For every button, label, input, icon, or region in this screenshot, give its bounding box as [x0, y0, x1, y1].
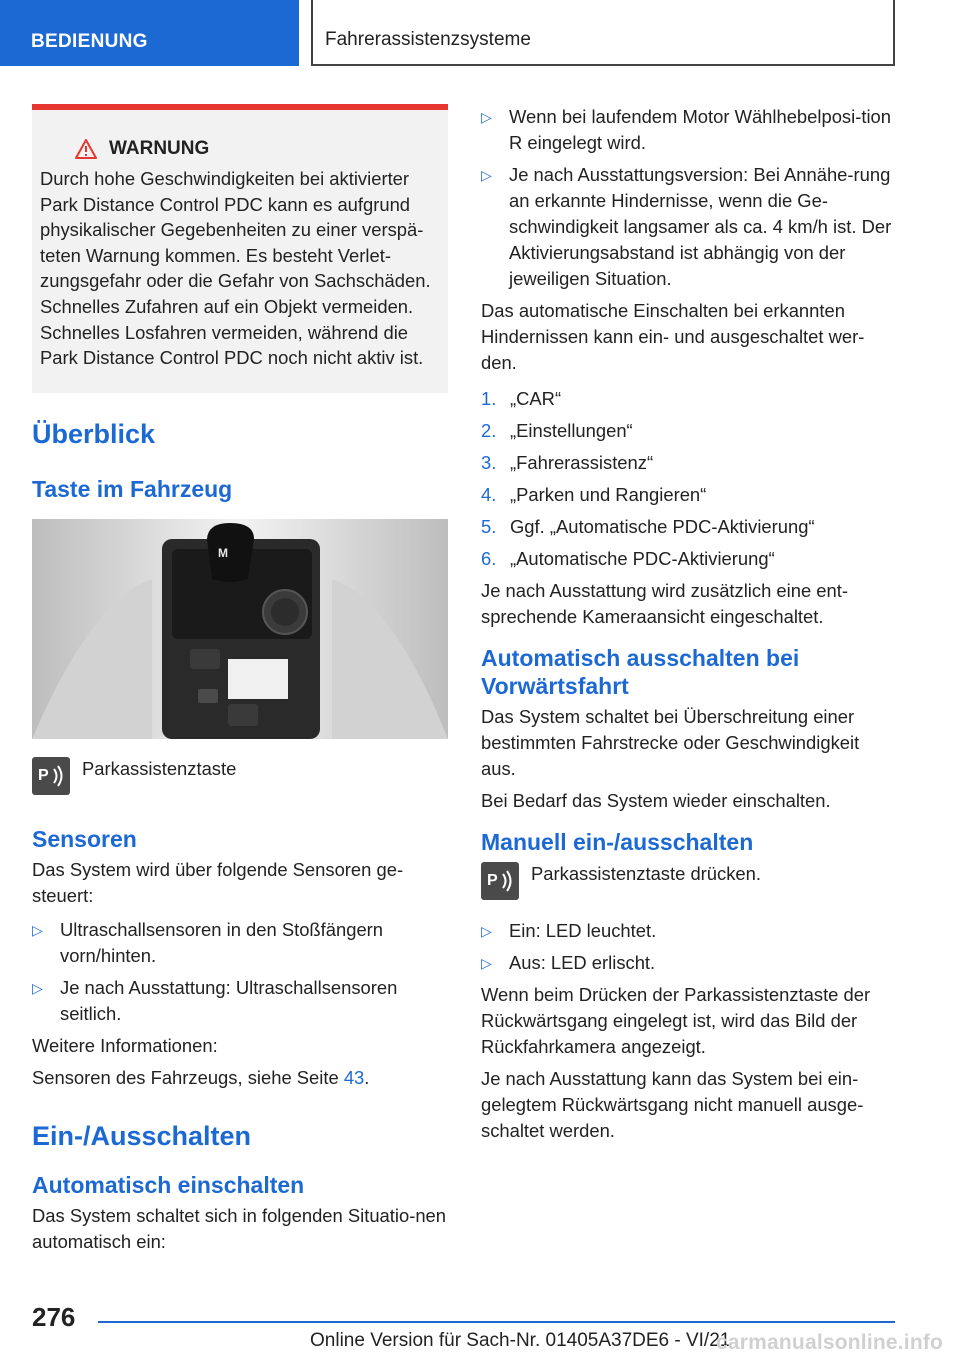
triangle-bullet-icon: ▷	[481, 923, 492, 939]
warning-triangle-icon	[75, 139, 97, 159]
sensors-list	[32, 917, 448, 1027]
list-item: ▷ Je nach Ausstattungsversion: Bei Annähe-rung an erkannte Hindernisse, wenn die Ge-schwindigkeit langsamer als ca. 4 km/h ist. Der Aktivierungsabstand ist abhängig von der jeweiligen Situation.	[481, 164, 892, 289]
auto-on-text: Das System schaltet sich in folgenden Situatio-nen automatisch ein:	[32, 1204, 447, 1252]
center-console-image	[32, 519, 448, 739]
triangle-bullet-icon: ▷	[481, 109, 492, 125]
page-header	[0, 0, 960, 66]
see-page-reference: Sensoren des Fahrzeugs, siehe Seite 43.	[32, 1066, 370, 1088]
button-caption	[32, 757, 448, 795]
section-tab: BEDIENUNG	[0, 0, 299, 66]
triangle-bullet-icon: ▷	[32, 921, 43, 938]
manual-caption-text: Parkassistenztaste drücken.	[531, 863, 761, 884]
triangle-bullet-icon: ▷	[32, 979, 43, 996]
camera-text: Je nach Ausstattung wird zusätzlich eine ent-sprechende Kameraansicht eingeschaltet.	[481, 580, 848, 627]
manual-heading: Manuell ein-/ausschalten	[481, 829, 754, 855]
parking-assist-icon	[481, 862, 519, 900]
auto-on-list	[481, 104, 896, 292]
left-column	[32, 104, 448, 1255]
onoff-heading: Ein-/Ausschalten	[32, 1120, 252, 1151]
auto-on-heading: Automatisch einschalten	[32, 1171, 305, 1198]
list-item: ▷ Ultraschallsensoren in den Stoßfängern vorn/hinten.	[32, 918, 384, 966]
page-link[interactable]: 43	[343, 1066, 365, 1088]
list-item: 3. „Fahrerassistenz“	[481, 452, 654, 473]
version-text: Online Version für Sach-Nr. 01405A37DE6 - VI/21	[310, 1330, 731, 1351]
gear-selector-photo	[32, 519, 448, 739]
chapter-tab: Fahrerassistenzsysteme	[311, 0, 895, 66]
button-heading: Taste im Fahrzeug	[32, 475, 233, 502]
footer-divider	[98, 1321, 895, 1323]
more-info-label: Weitere Informationen:	[32, 1034, 218, 1056]
svg-text:P: P	[38, 766, 49, 784]
warning-text: Durch hohe Geschwindigkeiten bei aktivierter Park Distance Control PDC kann es aufgrund physikalischer Gegebenheiten zu einer verspä-teten Warnung kommen. Es besteht Verlet-zungsgefahr oder die Gefahr von Sachschäden. Schnelles Zufahren auf ein Objekt vermeiden. Schnelles Losfahren vermeiden, während die Park Distance Control PDC noch nicht aktiv ist.	[40, 168, 431, 369]
triangle-bullet-icon: ▷	[481, 955, 492, 971]
settings-steps	[481, 386, 896, 572]
list-item: ▷ Wenn bei laufendem Motor Wählhebelposi-tion R eingelegt wird.	[481, 106, 891, 153]
list-item: ▷ Je nach Ausstattung: Ultraschallsensoren seitlich.	[32, 976, 398, 1024]
manual-list	[481, 918, 896, 976]
reverse-text: Wenn beim Drücken der Parkassistenztaste der Rückwärtsgang eingelegt ist, wird das Bild der Rückfahrkamera angezeigt.	[481, 984, 871, 1057]
warning-box	[32, 104, 448, 393]
right-column	[481, 104, 896, 1144]
warning-title-text: WARNUNG	[109, 138, 210, 159]
warning-title	[40, 138, 440, 160]
page-number: 276	[32, 1302, 76, 1332]
svg-text:P: P	[487, 872, 498, 889]
sensors-intro: Das System wird über folgende Sensoren ge-steuert:	[32, 858, 404, 906]
auto-off-text: Das System schaltet bei Überschreitung einer bestimmten Fahrstrecke oder Geschwindigkeit aus.	[481, 706, 860, 779]
auto-off-heading: Automatisch ausschalten bei Vorwärtsfahrt	[481, 645, 800, 699]
list-item: 4. „Parken und Rangieren“	[481, 484, 707, 505]
triangle-bullet-icon: ▷	[481, 167, 492, 183]
list-item: ▷ Aus: LED erlischt.	[481, 950, 896, 976]
list-item: 2. „Einstellungen“	[481, 420, 633, 441]
watermark: carmanualsonline.info	[716, 1331, 944, 1354]
auto-off-text-2: Bei Bedarf das System wieder einschalten.	[481, 790, 831, 811]
list-item: ▷ Ein: LED leuchtet.	[481, 918, 896, 944]
image-caption: Parkassistenztaste	[82, 757, 237, 779]
reverse-text-2: Je nach Ausstattung kann das System bei ein-gelegtem Rückwärtsgang nicht manuell ausge-schaltet werden.	[481, 1068, 864, 1141]
obstacle-text: Das automatische Einschalten bei erkannten Hindernissen kann ein- und ausgeschaltet wer-den.	[481, 300, 865, 373]
list-item: 5. Ggf. „Automatische PDC-Aktivierung“	[481, 516, 815, 537]
list-item: 1. „CAR“	[481, 388, 562, 409]
overview-heading: Überblick	[32, 418, 156, 449]
sensors-heading: Sensoren	[32, 825, 137, 852]
manual-caption	[481, 862, 896, 900]
svg-text:M: M	[218, 545, 228, 560]
parking-assist-icon	[32, 757, 70, 795]
list-item: 6. „Automatische PDC-Aktivierung“	[481, 548, 775, 569]
